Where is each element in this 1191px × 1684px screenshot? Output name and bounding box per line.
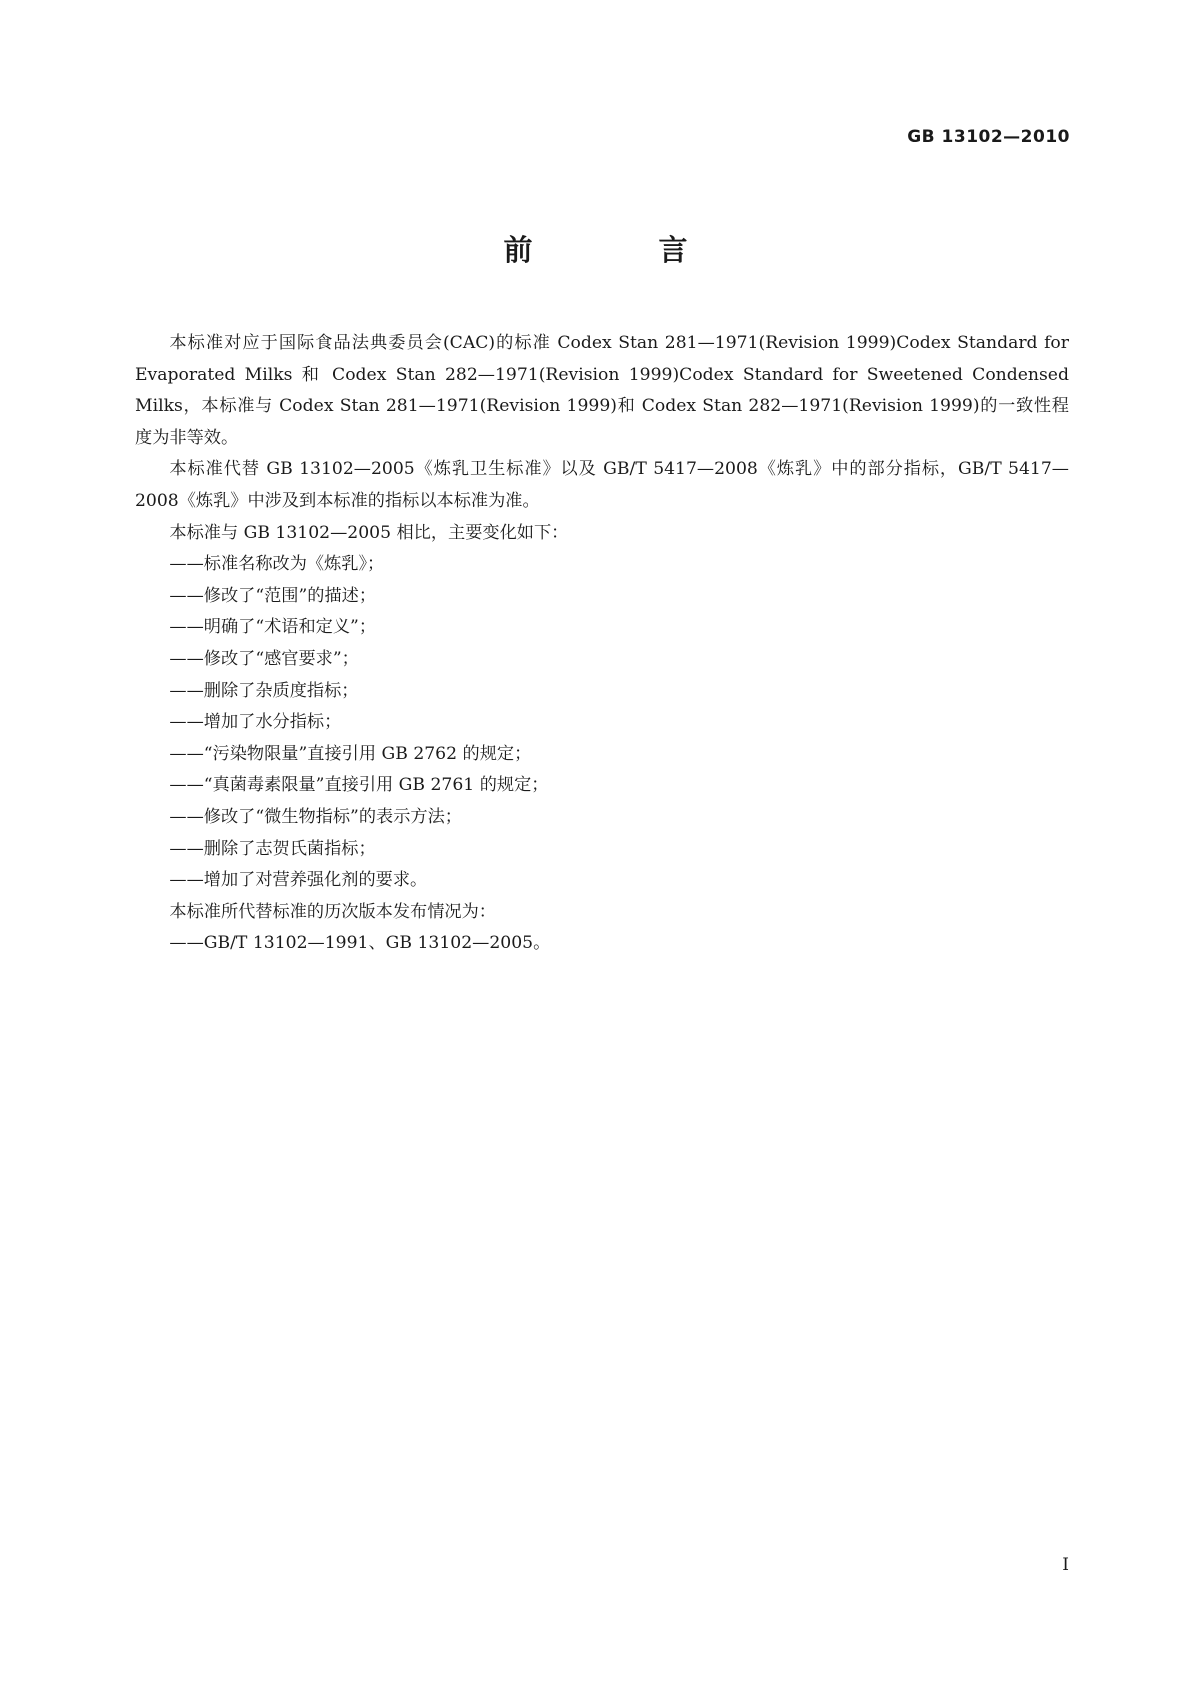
changes-list xyxy=(135,549,1069,897)
list-item: ——修改了“微生物指标”的表示方法； xyxy=(169,806,462,827)
list-item: ——“污染物限量”直接引用 GB 2762 的规定； xyxy=(169,743,532,764)
paragraph-cac-correspondence: 本标准对应于国际食品法典委员会(CAC)的标准 Codex Stan 281—1971(Revision 1999)Codex Standard for Evaporated Milks 和 Codex Stan 282—1971(Revision 1999)Codex Standard for Sweetened Condensed Milks，本标准与 Codex Stan 281—1971(Revision 1999)和 Codex Stan 282—1971(Revision 1999)的一致性程度为非等效。 xyxy=(135,333,1069,448)
history-list-item: ——GB/T 13102—1991、GB 13102—2005。 xyxy=(169,933,551,954)
list-item: ——修改了“感官要求”； xyxy=(169,648,359,669)
standard-code: GB 13102—2010 xyxy=(907,127,1070,147)
list-item: ——增加了对营养强化剂的要求。 xyxy=(169,870,428,891)
list-item: ——增加了水分指标； xyxy=(169,712,342,733)
foreword-body xyxy=(135,328,1069,960)
list-item: ——标准名称改为《炼乳》； xyxy=(169,554,385,575)
page-title: 前 言 xyxy=(503,233,746,267)
list-item: ——删除了志贺氏菌指标； xyxy=(169,838,376,859)
list-item: ——修改了“范围”的描述； xyxy=(169,585,377,606)
paragraph-history-intro: 本标准所代替标准的历次版本发布情况为： xyxy=(169,901,496,922)
paragraph-replacement: 本标准代替 GB 13102—2005《炼乳卫生标准》以及 GB/T 5417—2008《炼乳》中的部分指标，GB/T 5417—2008《炼乳》中涉及到本标准的指标以本标准为准。 xyxy=(135,459,1069,511)
page-number: I xyxy=(1062,1555,1069,1575)
list-item: ——明确了“术语和定义”； xyxy=(169,617,377,638)
list-item: ——“真菌毒素限量”直接引用 GB 2761 的规定； xyxy=(169,775,549,796)
paragraph-changes-intro: 本标准与 GB 13102—2005 相比，主要变化如下： xyxy=(169,522,569,543)
list-item: ——删除了杂质度指标； xyxy=(169,680,359,701)
